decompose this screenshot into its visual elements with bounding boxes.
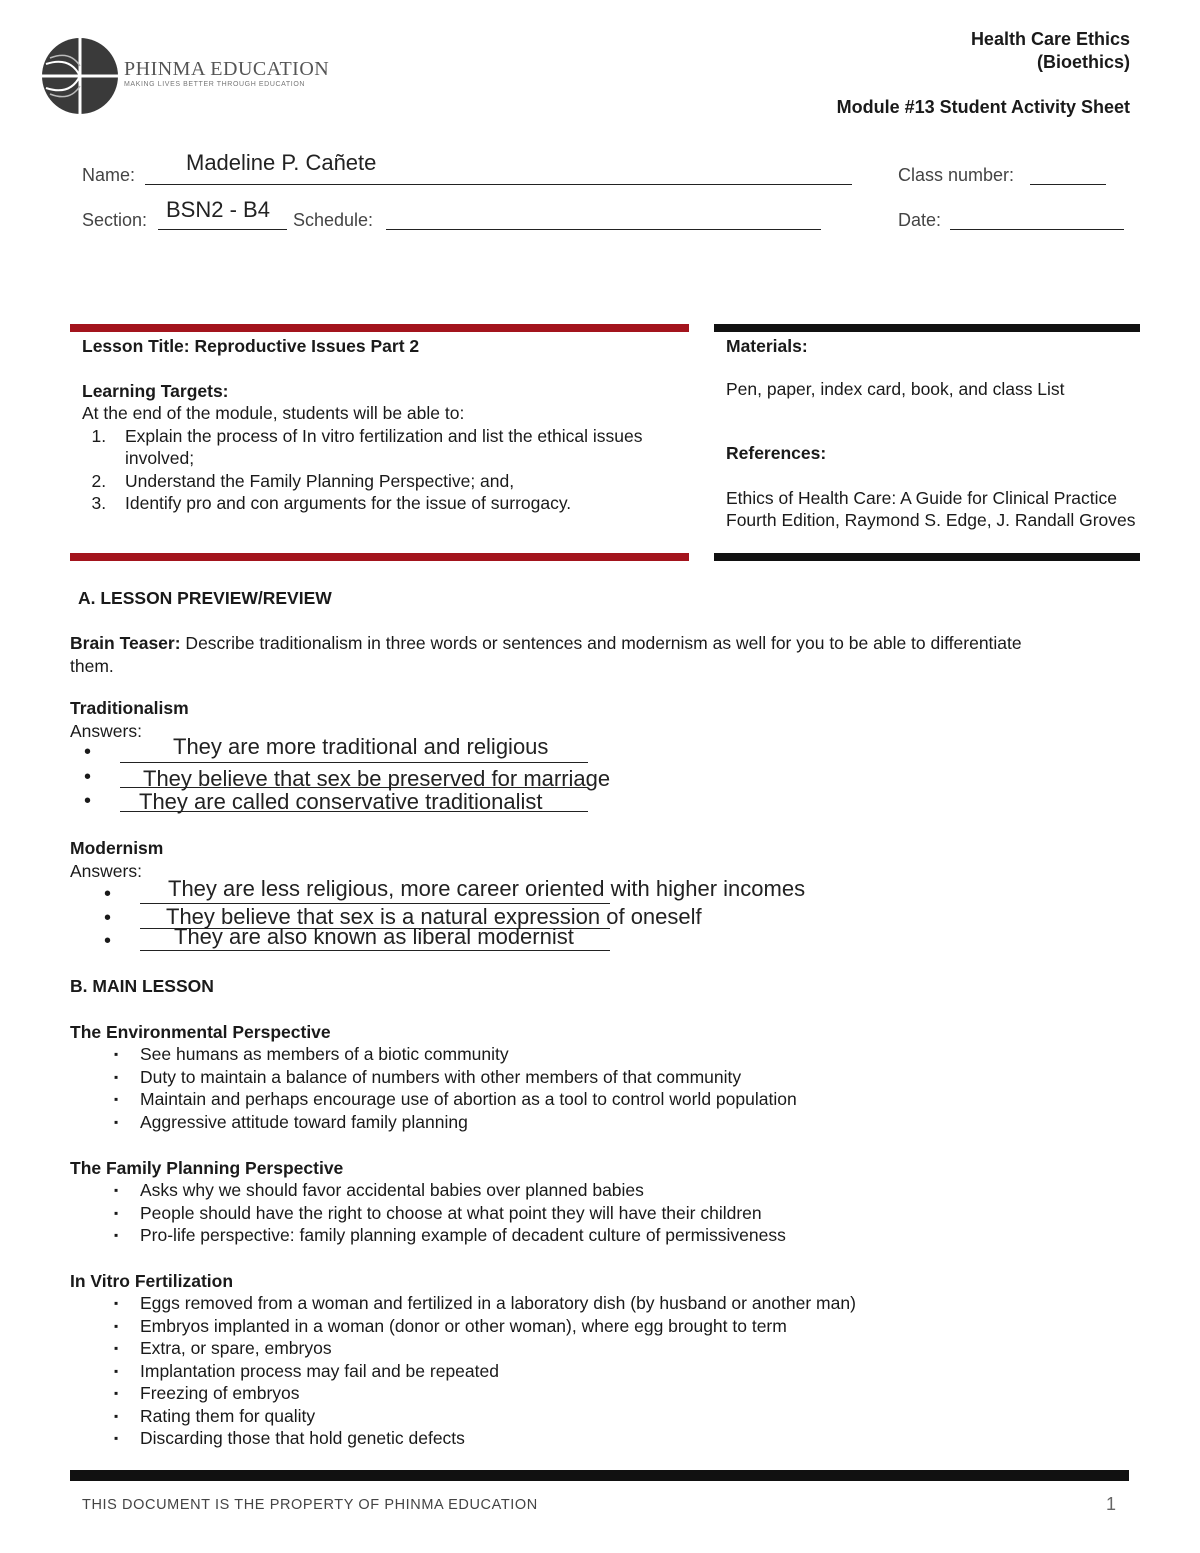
materials-top-bar xyxy=(714,324,1140,332)
list-item: ▪ Eggs removed from a woman and fertilized in a laboratory dish (by husband or another man) xyxy=(70,1292,1130,1315)
learning-targets-intro: At the end of the module, students will be able to: xyxy=(82,403,465,423)
section-value: BSN2 - B4 xyxy=(166,197,270,222)
modernism-answer: They believe that sex is a natural expression of oneself xyxy=(166,904,702,929)
footer-bar xyxy=(70,1470,1129,1481)
references-label: References: xyxy=(726,443,827,463)
schedule-label: Schedule: xyxy=(293,210,374,230)
lesson-bottom-bar xyxy=(70,553,689,561)
traditionalism-answer: They are called conservative traditionalist xyxy=(139,789,543,814)
list-item: ▪ Freezing of embryos xyxy=(70,1382,1130,1405)
list-item: ▪ See humans as members of a biotic community xyxy=(70,1043,1130,1066)
brain-teaser xyxy=(70,632,1070,677)
in-vitro-fertilization xyxy=(70,1271,1130,1450)
date-field[interactable] xyxy=(950,229,1124,230)
phinma-logo-icon xyxy=(40,36,120,121)
bullet-icon: • xyxy=(104,930,112,952)
class-number-label: Class number: xyxy=(898,165,1015,185)
environmental-title: The Environmental Perspective xyxy=(70,1022,331,1042)
learning-targets-label: Learning Targets: xyxy=(82,380,229,401)
environmental-list xyxy=(70,1043,1130,1133)
list-item: ▪ Asks why we should favor accidental babies over planned babies xyxy=(70,1179,1130,1202)
materials-value: Pen, paper, index card, book, and class List xyxy=(726,378,1065,399)
section-field[interactable] xyxy=(158,229,287,230)
environmental-perspective xyxy=(70,1022,1130,1133)
materials-box xyxy=(726,335,1136,532)
date-label: Date: xyxy=(898,210,942,230)
modernism-label: Modernism xyxy=(70,838,164,858)
name-label: Name: xyxy=(82,165,136,185)
traditionalism-answer: They believe that sex be preserved for marriage xyxy=(143,766,611,791)
learning-targets-list xyxy=(42,425,682,515)
list-item: ▪ People should have the right to choose at what point they will have their children xyxy=(70,1202,1130,1225)
bullet-icon: • xyxy=(104,907,112,929)
materials-label: Materials: xyxy=(726,336,808,356)
list-item: ▪ Discarding those that hold genetic defects xyxy=(70,1427,1130,1450)
list-item: ▪ Rating them for quality xyxy=(70,1405,1130,1428)
section-b-heading: B. MAIN LESSON xyxy=(70,976,214,996)
list-item: ▪ Extra, or spare, embryos xyxy=(70,1337,1130,1360)
bullet-icon: • xyxy=(84,741,92,763)
list-item: ▪ Implantation process may fail and be repeated xyxy=(70,1360,1130,1383)
bullet-icon: • xyxy=(104,883,112,905)
answer-line[interactable] xyxy=(140,950,610,951)
list-item: ▪ Pro-life perspective: family planning example of decadent culture of permissiveness xyxy=(70,1224,1130,1247)
lesson-title: Lesson Title: Reproductive Issues Part 2 xyxy=(82,336,420,356)
traditionalism-answer: They are more traditional and religious xyxy=(173,734,549,759)
answer-line[interactable] xyxy=(120,762,588,763)
learning-target-item: 1. Explain the process of In vitro fertilization and list the ethical issues involved; xyxy=(111,425,682,470)
traditionalism-answers-label: Answers: xyxy=(70,721,142,741)
traditionalism-label: Traditionalism xyxy=(70,698,189,718)
learning-target-item: 3. Identify pro and con arguments for the issue of surrogacy. xyxy=(111,492,682,515)
family-planning-title: The Family Planning Perspective xyxy=(70,1158,344,1178)
logo-tagline: MAKING LIVES BETTER THROUGH EDUCATION xyxy=(124,81,306,88)
modernism-answer: They are less religious, more career oriented with higher incomes xyxy=(168,876,806,901)
class-number-field[interactable] xyxy=(1030,184,1106,185)
list-item: ▪ Maintain and perhaps encourage use of abortion as a tool to control world population xyxy=(70,1088,1130,1111)
learning-target-item: 2. Understand the Family Planning Perspective; and, xyxy=(111,470,682,493)
family-planning-list xyxy=(70,1179,1130,1247)
ivf-title: In Vitro Fertilization xyxy=(70,1271,234,1291)
module-title: Module #13 Student Activity Sheet xyxy=(836,97,1130,117)
ivf-list xyxy=(70,1292,1130,1450)
course-title: Health Care Ethics xyxy=(970,29,1130,49)
lesson-top-bar xyxy=(70,324,689,332)
course-subtitle: (Bioethics) xyxy=(1036,52,1130,72)
logo-text: PHINMA EDUCATION xyxy=(124,58,330,80)
brain-teaser-text: Describe traditionalism in three words or sentences and modernism as well for you to be able to differentiate them. xyxy=(70,633,1022,676)
bullet-icon: • xyxy=(84,766,92,788)
page-number: 1 xyxy=(1105,1494,1116,1514)
lesson-box xyxy=(82,335,682,515)
references-value: Ethics of Health Care: A Guide for Clinical Practice Fourth Edition, Raymond S. Edge, J. Randall Groves xyxy=(726,487,1136,530)
schedule-field[interactable] xyxy=(386,229,821,230)
name-value: Madeline P. Cañete xyxy=(186,150,377,175)
list-item: ▪ Aggressive attitude toward family planning xyxy=(70,1111,1130,1134)
bullet-icon: • xyxy=(84,790,92,812)
section-label: Section: xyxy=(82,210,148,230)
modernism-answer: They are also known as liberal modernist xyxy=(174,924,574,949)
document-header xyxy=(837,28,1130,119)
section-a-heading: A. LESSON PREVIEW/REVIEW xyxy=(78,588,332,608)
list-item: ▪ Duty to maintain a balance of numbers with other members of that community xyxy=(70,1066,1130,1089)
family-planning-perspective xyxy=(70,1158,1130,1247)
materials-bottom-bar xyxy=(714,553,1140,561)
brain-teaser-label: Brain Teaser: xyxy=(70,633,181,653)
footer-text: THIS DOCUMENT IS THE PROPERTY OF PHINMA EDUCATION xyxy=(82,1497,538,1513)
modernism-answers-label: Answers: xyxy=(70,861,142,881)
list-item: ▪ Embryos implanted in a woman (donor or other woman), where egg brought to term xyxy=(70,1315,1130,1338)
name-field[interactable] xyxy=(145,184,852,185)
